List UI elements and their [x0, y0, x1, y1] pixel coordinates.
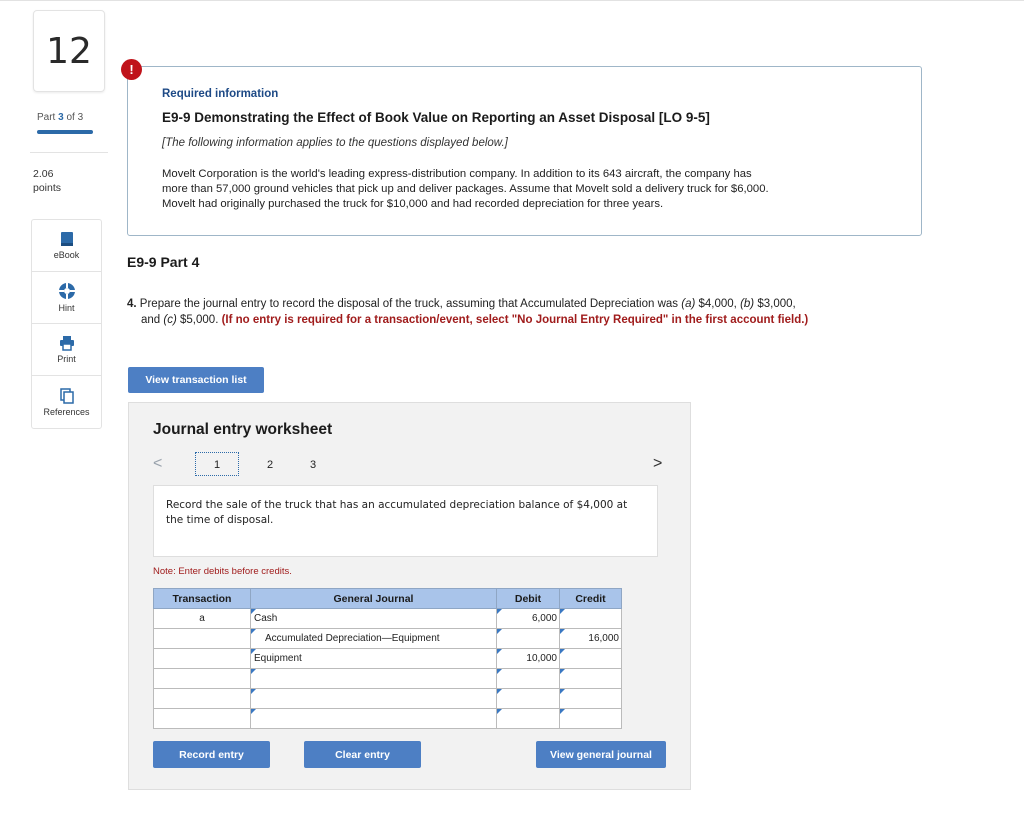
- credit-field[interactable]: [560, 649, 622, 669]
- field-marker-icon: [497, 709, 502, 714]
- field-marker-icon: [560, 709, 565, 714]
- transaction-cell: [154, 669, 251, 689]
- table-row: [154, 649, 622, 669]
- question-prompt: [127, 297, 917, 328]
- part-of: of 3: [66, 112, 84, 123]
- top-divider: [0, 0, 1024, 1]
- field-marker-icon: [497, 669, 502, 674]
- part-label: Part: [37, 112, 56, 123]
- rail-divider: [30, 152, 108, 153]
- field-marker-icon: [251, 649, 256, 654]
- field-marker-icon: [497, 649, 502, 654]
- field-marker-icon: [251, 669, 256, 674]
- worksheet-page-3[interactable]: 3: [309, 459, 317, 471]
- applies-note: [The following information applies to the questions displayed below.]: [162, 137, 508, 149]
- journal-entry-worksheet: [128, 402, 691, 790]
- worksheet-instruction: Record the sale of the truck that has an accumulated depreciation balance of $4,000 at the time of disposal.: [153, 485, 658, 557]
- debit-field[interactable]: [497, 629, 560, 649]
- points-value: 2.06: [33, 168, 54, 180]
- prompt-a-value: $4,000,: [698, 298, 737, 310]
- field-marker-icon: [251, 609, 256, 614]
- references-icon: [59, 388, 75, 404]
- transaction-cell: [154, 629, 251, 649]
- tool-references[interactable]: [32, 376, 101, 428]
- table-row: [154, 689, 622, 709]
- debit-field[interactable]: [497, 709, 560, 729]
- header-transaction: Transaction: [154, 589, 251, 609]
- prompt-text: Prepare the journal entry to record the disposal of the truck, assuming that Accumulated Depreciation was: [139, 298, 679, 310]
- field-marker-icon: [560, 689, 565, 694]
- field-marker-icon: [251, 629, 256, 634]
- field-marker-icon: [251, 709, 256, 714]
- credit-field[interactable]: [560, 689, 622, 709]
- table-row: [154, 709, 622, 729]
- tool-print-label: Print: [57, 354, 76, 364]
- prompt-c-value: $5,000.: [180, 313, 219, 326]
- prompt-and: and: [141, 313, 161, 326]
- table-row: [154, 609, 622, 629]
- account-field[interactable]: [251, 709, 497, 729]
- worksheet-title: Journal entry worksheet: [153, 421, 333, 438]
- question-number: 12: [46, 30, 92, 72]
- field-marker-icon: [497, 609, 502, 614]
- prompt-b-label: (b): [740, 298, 755, 310]
- credit-field[interactable]: [560, 709, 622, 729]
- account-field[interactable]: Accumulated Depreciation—Equipment: [251, 629, 497, 649]
- field-marker-icon: [497, 629, 502, 634]
- question-number-card: [33, 10, 105, 92]
- info-text-line: more than 57,000 ground vehicles that pick up and deliver packages. Assume that Movelt sold a delivery truck for $6,000.: [162, 183, 769, 195]
- points: [33, 167, 61, 195]
- credit-field[interactable]: [560, 669, 622, 689]
- tool-hint-label: Hint: [58, 303, 75, 313]
- info-text-line: Movelt Corporation is the world's leading express-distribution company. In addition to its 643 aircraft, the company has: [162, 168, 752, 180]
- tool-references-label: References: [43, 406, 90, 417]
- debit-field[interactable]: [497, 669, 560, 689]
- part-title: E9-9 Part 4: [127, 254, 200, 270]
- table-row: [154, 629, 622, 649]
- transaction-cell: a: [154, 609, 251, 629]
- tool-ebook[interactable]: [32, 220, 101, 272]
- book-icon: [59, 231, 75, 247]
- exercise-title: E9-9 Demonstrating the Effect of Book Value on Reporting an Asset Disposal [LO 9-5]: [162, 110, 710, 125]
- prompt-second-line: [127, 313, 917, 329]
- field-marker-icon: [560, 649, 565, 654]
- tool-ebook-label: eBook: [53, 250, 80, 260]
- tools-panel: [31, 219, 102, 429]
- prompt-a-label: (a): [681, 298, 696, 310]
- prompt-b-value: $3,000,: [757, 298, 796, 310]
- tool-print[interactable]: [32, 324, 101, 376]
- part-indicator: [37, 112, 83, 123]
- chevron-right-icon[interactable]: >: [653, 455, 663, 472]
- transaction-cell: [154, 709, 251, 729]
- journal-table: [153, 588, 622, 729]
- debit-field[interactable]: [497, 689, 560, 709]
- required-info-title: Required information: [162, 88, 279, 100]
- info-text: [162, 167, 902, 212]
- header-credit: Credit: [560, 589, 622, 609]
- clear-entry-button[interactable]: Clear entry: [304, 741, 421, 768]
- transaction-cell: [154, 689, 251, 709]
- account-field[interactable]: [251, 689, 497, 709]
- part-progress-bar: [37, 130, 93, 134]
- account-field[interactable]: [251, 669, 497, 689]
- debit-field[interactable]: 6,000: [497, 609, 560, 629]
- chevron-left-icon[interactable]: <: [153, 455, 163, 472]
- journal-header-row: [154, 589, 622, 609]
- field-marker-icon: [560, 629, 565, 634]
- view-transaction-list-button[interactable]: View transaction list: [128, 367, 264, 393]
- tool-hint[interactable]: [32, 272, 101, 324]
- prompt-number: 4.: [127, 298, 137, 310]
- worksheet-note: Note: Enter debits before credits.: [153, 566, 292, 577]
- account-field[interactable]: Cash: [251, 609, 497, 629]
- worksheet-page-1[interactable]: 1: [195, 452, 239, 476]
- prompt-c-label: (c): [163, 313, 177, 326]
- points-label: points: [33, 182, 62, 194]
- info-text-line: Movelt had originally purchased the truck for $10,000 and had recorded depreciation for three years.: [162, 198, 664, 210]
- prompt-instruction: (If no entry is required for a transaction/event, select "No Journal Entry Required" in the first account field.): [221, 313, 809, 326]
- record-entry-button[interactable]: Record entry: [153, 741, 270, 768]
- account-field[interactable]: Equipment: [251, 649, 497, 669]
- worksheet-page-2[interactable]: 2: [266, 459, 274, 471]
- field-marker-icon: [251, 689, 256, 694]
- table-row: [154, 669, 622, 689]
- print-icon: [59, 335, 75, 351]
- transaction-cell: [154, 649, 251, 669]
- debit-field[interactable]: 10,000: [497, 649, 560, 669]
- header-general-journal: General Journal: [251, 589, 497, 609]
- field-marker-icon: [497, 689, 502, 694]
- part-current: 3: [58, 112, 64, 123]
- credit-field[interactable]: 16,000: [560, 629, 622, 649]
- alert-icon: !: [121, 59, 142, 80]
- view-general-journal-button[interactable]: View general journal: [536, 741, 666, 768]
- hint-icon: [58, 282, 76, 300]
- header-debit: Debit: [497, 589, 560, 609]
- field-marker-icon: [560, 609, 565, 614]
- credit-field[interactable]: [560, 609, 622, 629]
- field-marker-icon: [560, 669, 565, 674]
